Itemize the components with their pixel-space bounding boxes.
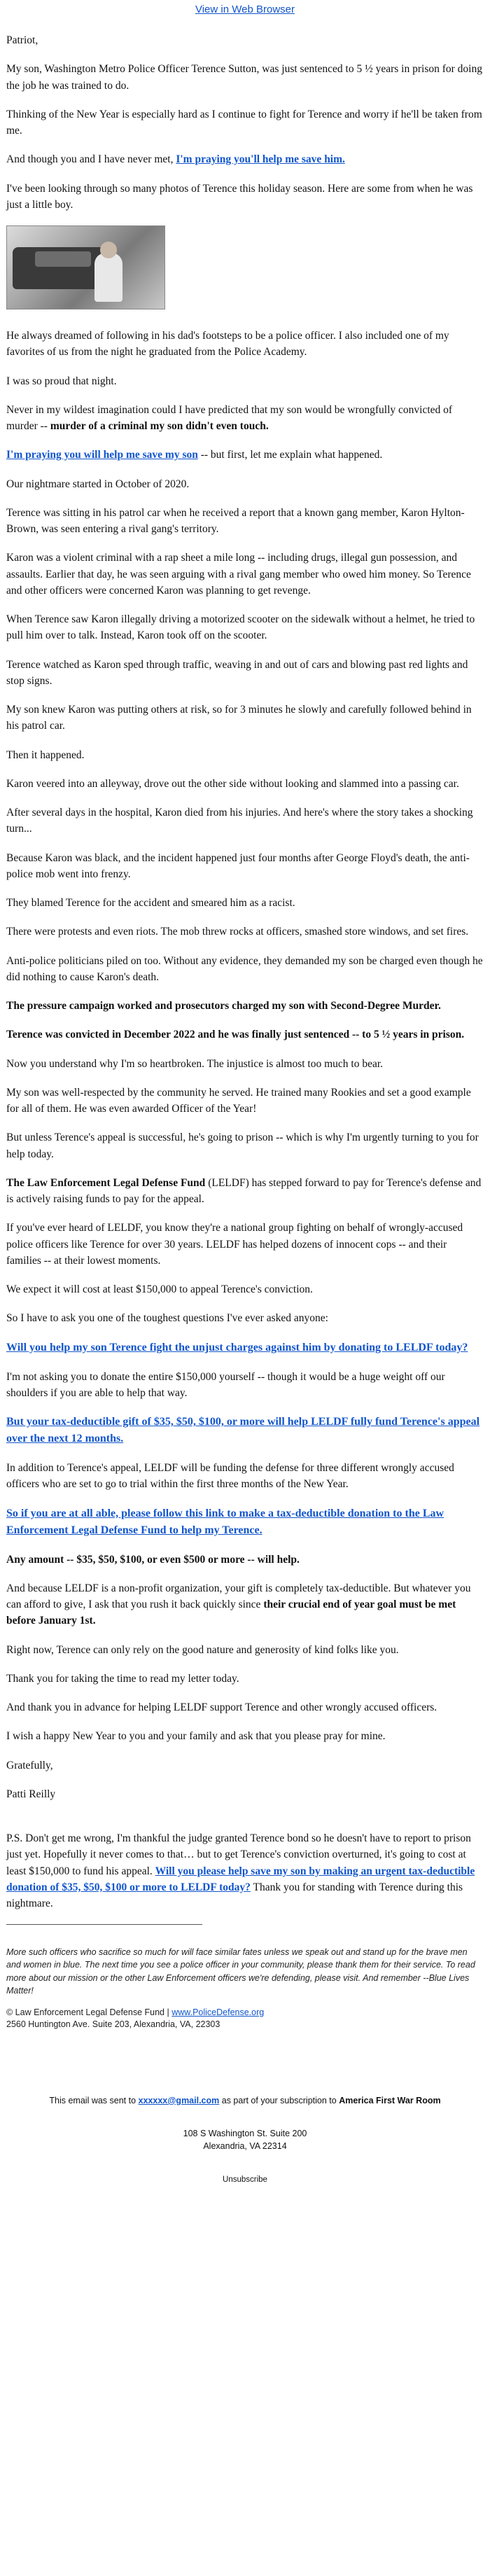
paragraph: Then it happened. [6, 749, 85, 761]
paragraph: Because Karon was black, and the incident happened just four months after George Floyd's death, the anti-police mob went into frenzy. [6, 851, 470, 880]
recipient-email-link[interactable]: xxxxxx@gmail.com [138, 2095, 220, 2105]
paragraph-bold: Any amount -- $35, $50, $100, or even $500 or more -- will help. [6, 1553, 300, 1566]
paragraph-bold: Terence was convicted in December 2022 and he was finally just sentenced -- to 5 ½ years in prison. [6, 1029, 465, 1041]
paragraph: Anti-police politicians piled on too. Without any evidence, they demanded my son be charged even though he did nothing to cause Karon's death. [6, 954, 483, 983]
paragraph-text: (LELDF) has stepped forward to pay for Terence's defense and is actively raising funds to pay for the appeal. [6, 1176, 482, 1205]
paragraph [6, 1505, 484, 1539]
postscript-end: Thank you for standing with Terence during this nightmare. [6, 1881, 463, 1909]
sender-address [0, 2127, 490, 2154]
paragraph-bold: The Law Enforcement Legal Defense Fund [6, 1176, 206, 1189]
paragraph: They blamed Terence for the accident and smeared him as a racist. [6, 897, 295, 909]
paragraph: Now you understand why I'm so heartbroken. The injustice is almost too much to bear. [6, 1057, 384, 1070]
paragraph: When Terence saw Karon illegally driving a motorized scooter on the sidewalk without a helmet, he tried to pull him over to talk. Instead, Karon took off on the scooter. [6, 613, 475, 642]
paragraph-text: And because LELDF is a non-profit organization, your gift is completely tax-deductible. But whatever you can afford to give, I ask that you rush it back quickly since [6, 1582, 471, 1610]
photo-head-shape [100, 242, 117, 258]
paragraph: So I have to ask you one of the toughest questions I've ever asked anyone: [6, 1312, 328, 1325]
postscript [6, 1830, 484, 1912]
paragraph: I'm not asking you to donate the entire $150,000 yourself -- though it would be a huge weight off our shoulders if you are able to help that way. [6, 1370, 445, 1399]
paragraph: He always dreamed of following in his dad's footsteps to be a police officer. I also included one of my favorites of us from the night he graduated from the Police Academy. [6, 330, 449, 358]
paragraph: Right now, Terence can only rely on the good nature and generosity of kind folks like you. [6, 1643, 399, 1656]
letter-body [0, 18, 490, 1912]
paragraph: But unless Terence's appeal is successful, he's going to prison -- which is why I'm urgently turning to you for help today. [6, 1132, 479, 1160]
disclaimer: More such officers who sacrifice so much for will face similar fates unless we speak out and stand up for the brave men and women in blue. The next time you see a police officer in your community, please thank them for their service. To read more about our mission or the other Law Enforcement officers we're defending, please visit. And remember --Blue Lives Matter! [6, 1947, 475, 1996]
website-link[interactable]: www.PoliceDefense.org [172, 2007, 265, 2017]
donate-link[interactable]: I'm praying you'll help me save him. [176, 153, 345, 166]
donate-link[interactable]: So if you are at all able, please follow this link to make a tax-deductible donation to the Law Enforcement Legal Defense Fund to help my Terence. [6, 1507, 444, 1536]
salutation: Patriot, [6, 34, 38, 46]
paragraph: I wish a happy New Year to you and your family and ask that you please pray for mine. [6, 1730, 386, 1743]
address-line-1: 108 S Washington St. Suite 200 [183, 2128, 307, 2138]
sent-prefix: This email was sent to [49, 2095, 139, 2105]
paragraph-text: Never in my wildest imagination could I have predicted that my son would be wrongfully convicted of murder -- [6, 403, 453, 432]
donate-link[interactable]: But your tax-deductible gift of $35, $50, $100, or more will help LELDF fully fund Terence's appeal over the next 12 months. [6, 1416, 480, 1444]
paragraph: Thinking of the New Year is especially hard as I continue to fight for Terence and worry if he'll be taken from me. [6, 108, 482, 137]
paragraph [6, 1414, 484, 1447]
paragraph: My son knew Karon was putting others at risk, so for 3 minutes he slowly and carefully followed behind in his patrol car. [6, 704, 472, 732]
paragraph: There were protests and even riots. The mob threw rocks at officers, smashed store windows, and set fires. [6, 926, 469, 938]
paragraph: We expect it will cost at least $150,000 to appeal Terence's conviction. [6, 1283, 313, 1295]
closing: Gratefully, [6, 1759, 53, 1771]
paragraph: Terence was sitting in his patrol car when he received a report that a known gang member, Karon Hylton-Brown, was seen entering a rival gang's territory. [6, 506, 465, 535]
email-footer [0, 2094, 490, 2192]
paragraph: If you've ever heard of LELDF, you know they're a national group fighting on behalf of wrongly-accused police officers like Terence for over 30 years. LELDF has helped dozens of innocent cops -- and their families -- at their lowest moments. [6, 1222, 463, 1267]
copyright-block [0, 2007, 490, 2031]
paragraph: Terence watched as Karon sped through traffic, weaving in and out of cars and blowing past red lights and stop signs. [6, 658, 468, 687]
unsubscribe-link[interactable]: Unsubscribe [223, 2175, 267, 2184]
paragraph-text: And though you and I have never met, [6, 153, 176, 166]
paragraph: My son was well-respected by the community he served. He trained many Rookies and set a good example for all of them. He was even awarded Officer of the Year! [6, 1086, 471, 1115]
donate-link[interactable]: Will you help my son Terence fight the unjust charges against him by donating to LELDF today? [6, 1341, 468, 1353]
paragraph: Karon was a violent criminal with a rap sheet a mile long -- including drugs, illegal gun possession, and assaults. Earlier that day, he was seen arguing with a rival gang member who owed him money. So Terence and other officers were concerned Karon was planning to get revenge. [6, 552, 471, 597]
paragraph: Thank you for taking the time to read my letter today. [6, 1672, 239, 1685]
paragraph [6, 447, 484, 463]
paragraph: Karon veered into an alleyway, drove out the other side without looking and slammed into a passing car. [6, 777, 459, 790]
paragraph-bold: The pressure campaign worked and prosecutors charged my son with Second-Degree Murder. [6, 1000, 441, 1012]
photo-window-shape [35, 251, 91, 267]
paragraph [6, 402, 484, 435]
donate-link[interactable]: Will you please help save my son by making an urgent tax-deductible donation of $35, $50, $100 or more to LELDF today? [6, 1865, 475, 1893]
paragraph: Our nightmare started in October of 2020. [6, 478, 190, 490]
address-line-2: Alexandria, VA 22314 [203, 2141, 287, 2152]
paragraph: I've been looking through so many photos of Terence this holiday season. Here are some from when he was just a little boy. [6, 182, 473, 211]
paragraph: And thank you in advance for helping LELDF support Terence and other wrongly accused officers. [6, 1701, 438, 1713]
copyright-org: © Law Enforcement Legal Defense Fund | [6, 2007, 172, 2017]
paragraph-text: -- but first, let me explain what happened. [197, 449, 383, 461]
paragraph [6, 1339, 484, 1356]
copyright-address: 2560 Huntington Ave. Suite 203, Alexandria, VA, 22303 [6, 2019, 220, 2030]
signature: Patti Reilly [6, 1788, 56, 1800]
paragraph: I was so proud that night. [6, 375, 117, 387]
donate-link[interactable]: I'm praying you will help me save my son [6, 449, 198, 461]
paragraph-bold: their crucial end of year goal must be met before January 1st. [6, 1599, 456, 1627]
view-in-browser-bar [0, 0, 490, 18]
divider [6, 1924, 202, 1925]
childhood-photo [6, 225, 165, 309]
paragraph: In addition to Terence's appeal, LELDF will be funding the defense for three different wrongly accused officers who are set to go to trial within the first three months of the New Year. [6, 1462, 454, 1491]
paragraph-bold: murder of a criminal my son didn't even touch. [50, 420, 269, 432]
view-in-browser-link[interactable]: View in Web Browser [195, 3, 295, 15]
photo-boy-shape [94, 253, 122, 302]
unsubscribe-row [0, 2174, 490, 2192]
paragraph: After several days in the hospital, Karon died from his injuries. And here's where the story takes a shocking turn... [6, 807, 473, 835]
paragraph [6, 151, 484, 167]
subscription-notice [0, 2094, 490, 2108]
subscription-name: America First War Room [339, 2095, 441, 2105]
paragraph [6, 1175, 484, 1208]
paragraph [6, 1580, 484, 1629]
sent-middle: as part of your subscription to [219, 2095, 340, 2105]
paragraph: My son, Washington Metro Police Officer Terence Sutton, was just sentenced to 5 ½ years in prison for doing the job he was trained to do. [6, 63, 482, 92]
postscript-text: P.S. Don't get me wrong, I'm thankful the judge granted Terence bond so he doesn't have to report to prison just yet. Hopefully it never comes to that… but to get Terence's conviction overturned, it's going to cost at least $150,000 to fund his appeal. [6, 1832, 471, 1877]
